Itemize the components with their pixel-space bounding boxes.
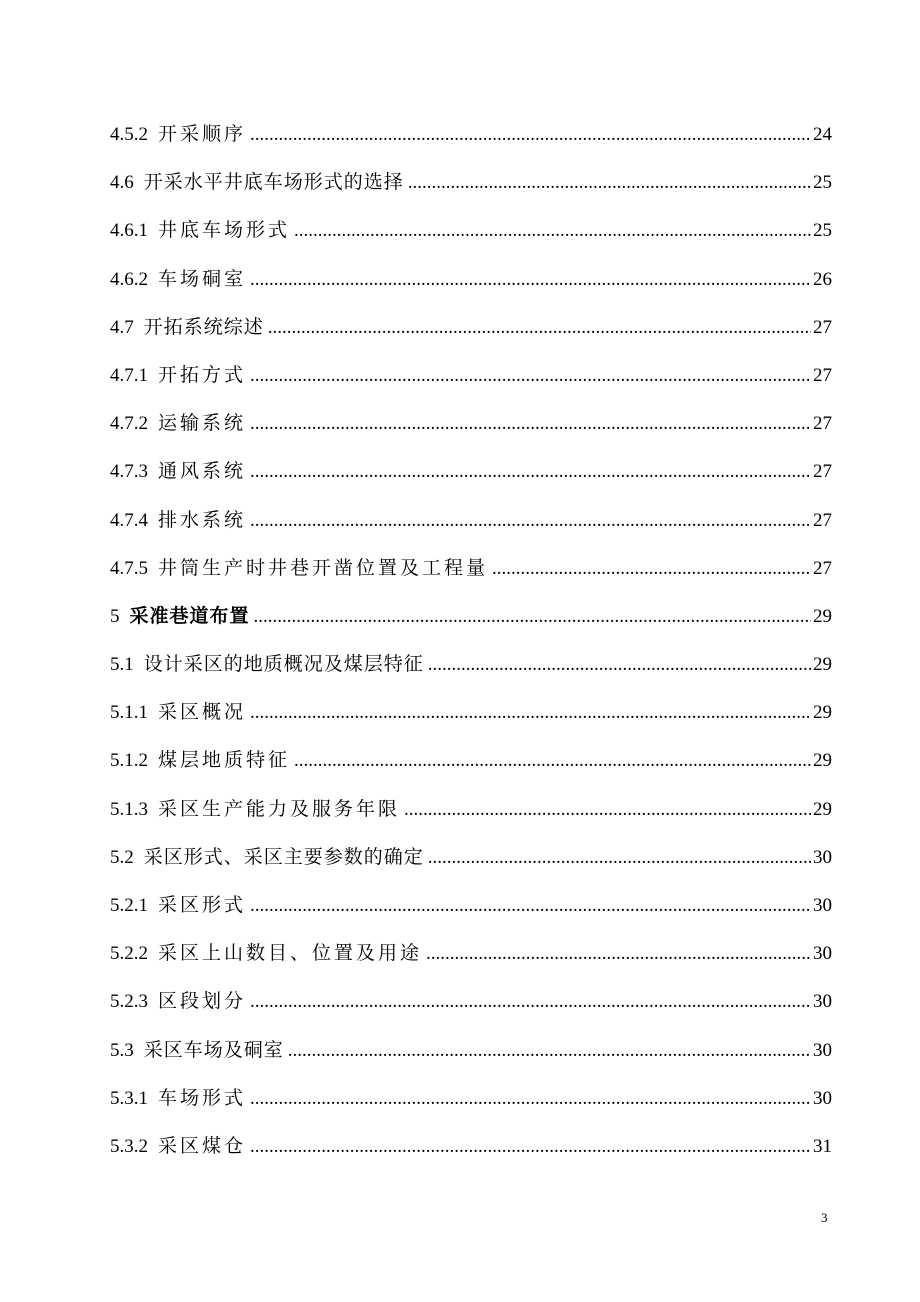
toc-entry[interactable]	[110, 840, 832, 888]
toc-dot-leader	[250, 454, 811, 490]
toc-dot-leader	[428, 647, 811, 683]
toc-entry-number: 5.3.2	[110, 1135, 148, 1157]
toc-dot-leader	[250, 117, 811, 153]
toc-entry[interactable]	[110, 310, 832, 358]
toc-entry-title: 采区车场及硐室	[143, 1039, 284, 1061]
toc-entry-number: 5.2.1	[110, 895, 148, 916]
toc-entry[interactable]	[110, 165, 832, 213]
toc-dot-leader	[426, 936, 811, 972]
toc-entry-number: 5.1.2	[110, 750, 148, 772]
toc-entry-number: 4.6.1	[110, 220, 148, 242]
toc-entry-number: 5.1	[110, 654, 134, 676]
toc-entry-title: 开采水平井底车场形式的选择	[143, 172, 404, 194]
toc-entry-page: 25	[813, 172, 832, 194]
toc-entry[interactable]	[110, 406, 832, 454]
toc-entry-title: 采准巷道布置	[129, 605, 250, 627]
toc-entry-page: 26	[813, 268, 832, 290]
toc-entry[interactable]	[110, 213, 832, 261]
toc-entry-number: 5.2.2	[110, 943, 148, 965]
toc-entry-title: 设计采区的地质概况及煤层特征	[143, 654, 424, 676]
toc-dot-leader	[250, 406, 811, 442]
toc-dot-leader	[250, 695, 811, 731]
toc-entry-title: 车场硐室	[158, 268, 247, 290]
toc-entry-page: 27	[813, 461, 832, 483]
toc-entry[interactable]	[110, 117, 832, 165]
toc-entry[interactable]	[110, 984, 832, 1032]
toc-dot-leader	[404, 792, 811, 828]
toc-dot-leader	[288, 1033, 811, 1069]
toc-entry-page: 29	[813, 605, 832, 627]
toc-entry[interactable]	[110, 454, 832, 502]
toc-entry[interactable]	[110, 1129, 832, 1177]
toc-dot-leader	[408, 165, 811, 201]
toc-dot-leader	[428, 840, 811, 876]
toc-entry-page: 29	[813, 654, 832, 676]
toc-entry-page: 27	[813, 509, 832, 531]
toc-entry-title: 开拓方式	[158, 364, 247, 386]
toc-entry-title: 采区形式、采区主要参数的确定	[143, 846, 424, 868]
toc-entry-title: 煤层地质特征	[158, 750, 291, 772]
toc-entry-page: 30	[813, 846, 832, 868]
toc-dot-leader	[250, 1129, 811, 1165]
toc-entry[interactable]	[110, 936, 832, 984]
toc-entry-page: 24	[813, 124, 832, 145]
toc-entry-title: 井底车场形式	[158, 220, 291, 242]
toc-entry[interactable]	[110, 647, 832, 695]
toc-entry[interactable]	[110, 599, 832, 647]
toc-entry-title: 井筒生产时井巷开凿位置及工程量	[158, 557, 489, 579]
toc-entry[interactable]	[110, 503, 832, 551]
toc-entry-title: 区段划分	[158, 991, 247, 1013]
toc-entry[interactable]	[110, 1081, 832, 1129]
toc-entry-number: 5.2.3	[110, 991, 148, 1013]
toc-entry-page: 29	[813, 798, 832, 820]
toc-entry[interactable]	[110, 743, 832, 791]
toc-entry-number: 5.2	[110, 846, 134, 868]
toc-dot-leader	[250, 358, 811, 394]
toc-entry-page: 27	[813, 316, 832, 338]
toc-entry-number: 5.1.1	[110, 702, 148, 724]
toc-entry-page: 27	[813, 364, 832, 386]
toc-entry-number: 4.7.4	[110, 509, 148, 531]
toc-dot-leader	[250, 1081, 811, 1117]
toc-entry-title: 通风系统	[158, 461, 247, 483]
toc-entry[interactable]	[110, 695, 832, 743]
toc-entry-number: 4.7.5	[110, 557, 148, 579]
toc-entry-title: 采区形式	[158, 895, 247, 916]
toc-entry-title: 车场形式	[158, 1087, 247, 1109]
toc-entry-number: 5.3.1	[110, 1087, 148, 1109]
toc-entry-title: 采区生产能力及服务年限	[158, 798, 401, 820]
toc-entry-title: 开采顺序	[158, 124, 247, 145]
toc-entry-page: 30	[813, 943, 832, 965]
toc-entry-title: 采区概况	[158, 702, 247, 724]
toc-entry[interactable]	[110, 358, 832, 406]
toc-entry-title: 运输系统	[158, 413, 247, 435]
toc-entry-page: 27	[813, 413, 832, 435]
toc-dot-leader	[250, 984, 811, 1020]
toc-entry-page: 29	[813, 702, 832, 724]
toc-entry-number: 5.3	[110, 1039, 134, 1061]
toc-entry-title: 采区煤仓	[158, 1135, 247, 1157]
toc-entry-page: 29	[813, 750, 832, 772]
toc-entry[interactable]	[110, 792, 832, 840]
toc-entry-page: 30	[813, 1039, 832, 1061]
toc-dot-leader	[250, 503, 811, 539]
toc-entry[interactable]	[110, 1033, 832, 1081]
toc-dot-leader	[254, 599, 811, 635]
toc-entry-number: 4.6	[110, 172, 134, 194]
toc-entry-number: 4.7.1	[110, 364, 148, 386]
toc-dot-leader	[250, 262, 811, 298]
toc-entry-title: 开拓系统综述	[143, 316, 264, 338]
toc-entry-page: 31	[813, 1135, 832, 1157]
toc-dot-leader	[294, 743, 811, 779]
toc-entry-title: 采区上山数目、位置及用途	[158, 943, 423, 965]
toc-entry-page: 30	[813, 1087, 832, 1109]
toc-dot-leader	[250, 888, 811, 924]
toc-entry-page: 30	[813, 895, 832, 916]
toc-entry-number: 4.7	[110, 316, 134, 338]
toc-entry-page: 25	[813, 220, 832, 242]
toc-entry-number: 4.7.3	[110, 461, 148, 483]
toc-dot-leader	[268, 310, 811, 346]
toc-entry[interactable]	[110, 551, 832, 599]
toc-entry[interactable]	[110, 888, 832, 936]
toc-entry[interactable]	[110, 262, 832, 310]
toc-entry-number: 4.6.2	[110, 268, 148, 290]
toc-entry-number: 4.7.2	[110, 413, 148, 435]
toc-dot-leader	[492, 551, 811, 587]
page-number: 3	[821, 1210, 828, 1225]
toc-entry-title: 排水系统	[158, 509, 247, 531]
toc-entry-number: 5	[110, 605, 120, 627]
toc-dot-leader	[294, 213, 811, 249]
table-of-contents	[110, 117, 832, 1177]
toc-entry-number: 4.5.2	[110, 124, 148, 145]
toc-entry-page: 27	[813, 557, 832, 579]
toc-entry-page: 30	[813, 991, 832, 1013]
toc-entry-number: 5.1.3	[110, 798, 148, 820]
